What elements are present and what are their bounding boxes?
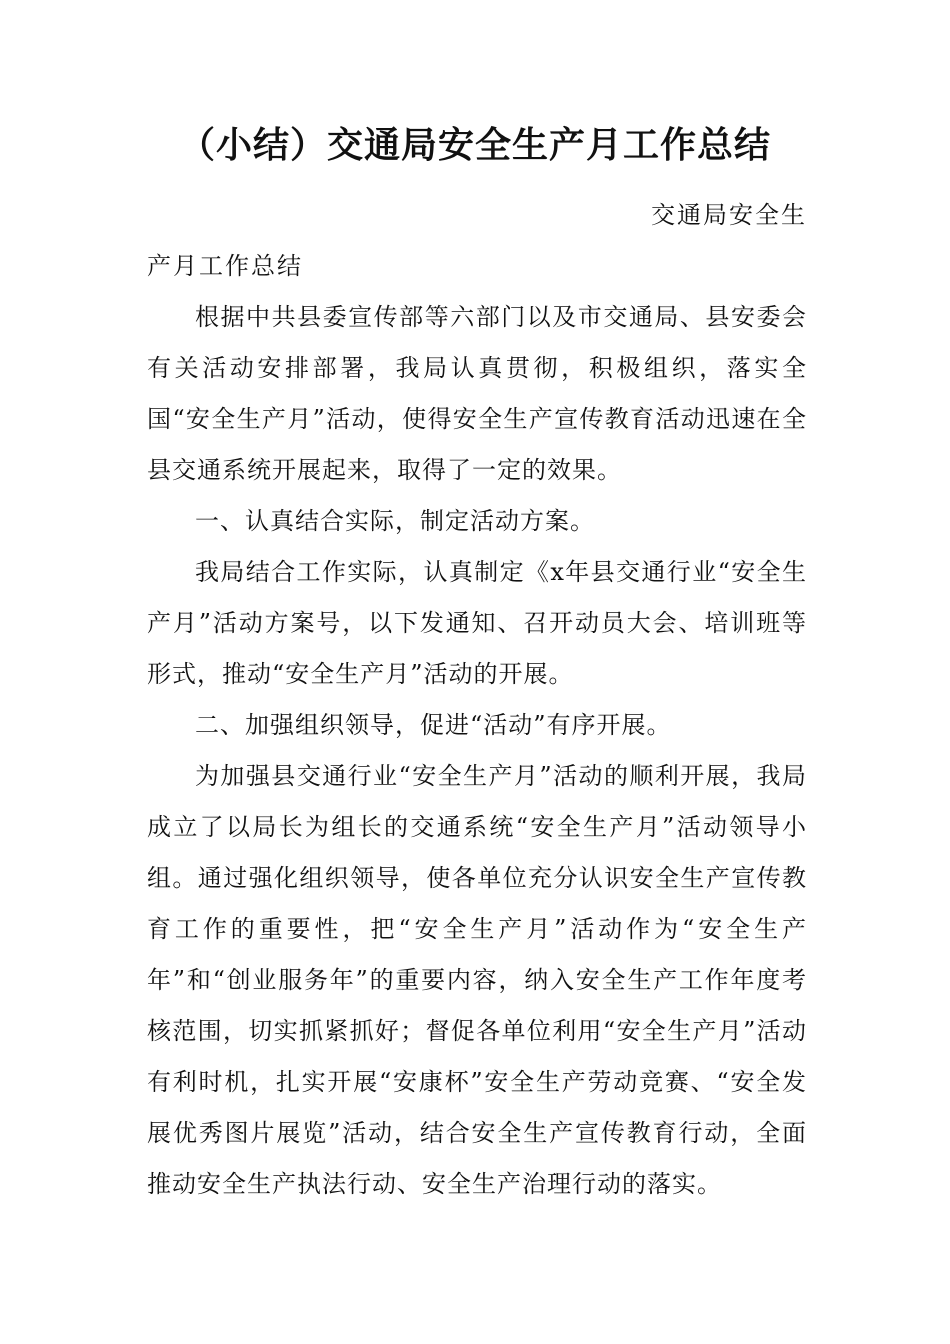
section-heading-2: 二、加强组织领导，促进“活动”有序开展。 bbox=[195, 711, 672, 739]
subtitle-line-1: 交通局安全生 bbox=[651, 201, 807, 229]
subtitle-line-2: 产月工作总结 bbox=[147, 252, 303, 280]
paragraph-section-2: 为加强县交通行业“安全生产月”活动的顺利开展，我局成立了以局长为组长的交通系统“安全生产月”活动领导小组。通过强化组织领导，使各单位充分认识安全生产宣传教育工作的重要性，把“安全生产月”活动作为“安全生产年”和“创业服务年”的重要内容，纳入安全生产工作年度考核范围，切实抓紧抓好；督促各单位利用“安全生产月”活动有利时机，扎实开展“安康杯”安全生产劳动竞赛、“安全发展优秀图片展览”活动，结合安全生产宣传教育行动，全面推动安全生产执法行动、安全生产治理行动的落实。 bbox=[147, 762, 807, 1198]
paragraph-intro: 根据中共县委宣传部等六部门以及市交通局、县安委会有关活动安排部署，我局认真贯彻，积极组织，落实全国“安全生产月”活动，使得安全生产宣传教育活动迅速在全县交通系统开展起来，取得了一定的效果。 bbox=[147, 303, 807, 484]
section-heading-1: 一、认真结合实际，制定活动方案。 bbox=[195, 507, 595, 535]
document-body bbox=[147, 190, 807, 1210]
document-title: （小结）交通局安全生产月工作总结 bbox=[178, 125, 771, 166]
paragraph-section-1: 我局结合工作实际，认真制定《x年县交通行业“安全生产月”活动方案号，以下发通知、召开动员大会、培训班等形式，推动“安全生产月”活动的开展。 bbox=[147, 558, 807, 688]
